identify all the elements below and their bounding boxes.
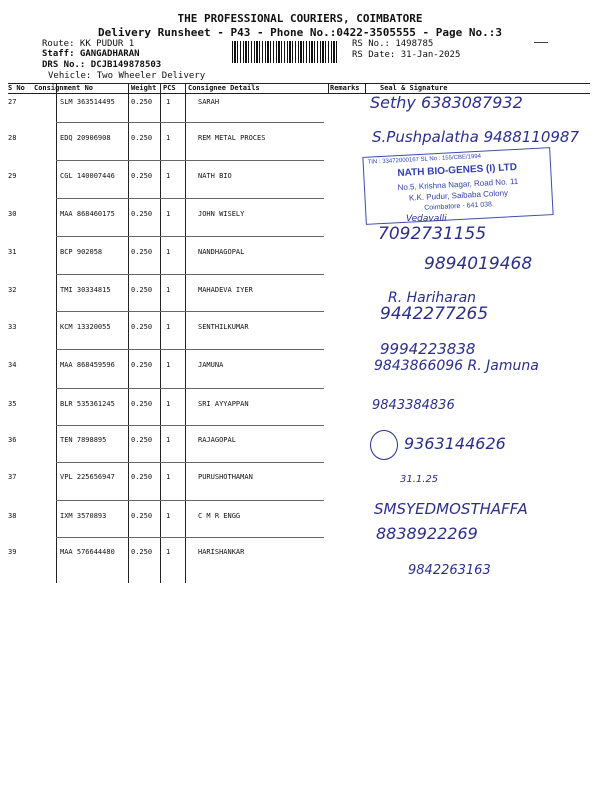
company-title: THE PROFESSIONAL COURIERS, COIMBATORE [177, 12, 423, 25]
row-consignment: CGL 140007446 [60, 172, 115, 180]
row-pcs: 1 [166, 548, 171, 556]
row-pcs: 1 [166, 172, 171, 180]
handwritten-signature: 9843384836 [372, 398, 455, 413]
table-row [8, 473, 590, 493]
row-sno: 33 [8, 323, 17, 331]
runsheet-barcode [232, 41, 338, 63]
row-separator [56, 388, 324, 389]
row-pcs: 1 [166, 361, 171, 369]
stamp-city: Coimbatore - 641 038. [424, 201, 495, 212]
staff-label: Staff: GANGADHARAN [42, 49, 140, 59]
row-consignment: TMI 30334815 [60, 286, 111, 294]
row-sno: 32 [8, 286, 17, 294]
row-weight: 0.250 [131, 248, 153, 256]
header-pcs: PCS [163, 84, 176, 92]
row-consignment: MAA 576644480 [60, 548, 115, 556]
row-consignee: NATH BIO [198, 172, 232, 180]
row-weight: 0.250 [131, 134, 153, 142]
row-separator [56, 500, 324, 501]
route-label: Route: KK PUDUR 1 [42, 39, 135, 49]
row-pcs: 1 [166, 323, 171, 331]
drs-number-label: DRS No.: [42, 60, 86, 70]
row-pcs: 1 [166, 248, 171, 256]
row-consignee: PURUSHOTHAMAN [198, 473, 253, 481]
row-pcs: 1 [166, 400, 171, 408]
row-sno: 34 [8, 361, 17, 369]
vehicle-label: Vehicle: Two Wheeler Delivery [48, 71, 206, 81]
row-sno: 35 [8, 400, 17, 408]
handwritten-signature: 9994223838 [380, 340, 476, 358]
row-separator [56, 349, 324, 350]
row-consignee: REM METAL PROCES [198, 134, 266, 142]
row-consignee: C M R ENGG [198, 512, 241, 520]
row-weight: 0.250 [131, 323, 153, 331]
row-sno: 38 [8, 512, 17, 520]
row-consignee: MAHADEVA IYER [198, 286, 253, 294]
company-seal-stamp [362, 147, 553, 225]
row-weight: 0.250 [131, 400, 153, 408]
handwritten-signature: 9894019468 [424, 254, 533, 274]
handwritten-signature: S.Pushpalatha 9488110987 [372, 128, 580, 146]
row-weight: 0.250 [131, 210, 153, 218]
row-consignment: TEN 7898895 [60, 436, 107, 444]
row-weight: 0.250 [131, 361, 153, 369]
row-separator [56, 198, 324, 199]
stamp-address-2: K.K. Pudur, Saibaba Colony [408, 188, 509, 203]
row-sno: 37 [8, 473, 17, 481]
row-weight: 0.250 [131, 172, 153, 180]
drs-number [42, 60, 161, 70]
signature-circle-mark [370, 430, 398, 460]
row-separator [56, 537, 324, 538]
row-sno: 28 [8, 134, 17, 142]
handwritten-signature: 7092731155 [378, 224, 487, 244]
row-sno: 31 [8, 248, 17, 256]
row-consignment: BCP 902058 [60, 248, 103, 256]
handwritten-signature: 8838922269 [376, 524, 478, 543]
handwritten-signature: 9442277265 [380, 304, 489, 324]
row-sno: 36 [8, 436, 17, 444]
table-row [8, 323, 590, 343]
row-sno: 30 [8, 210, 17, 218]
row-weight: 0.250 [131, 548, 153, 556]
row-consignee: JAMUNA [198, 361, 224, 369]
handwritten-signature: 9363144626 [404, 434, 506, 453]
header-weight: Weight [131, 84, 157, 92]
row-pcs: 1 [166, 210, 171, 218]
table-row [8, 548, 590, 568]
row-consignee: NANDHAGOPAL [198, 248, 245, 256]
row-sno: 39 [8, 548, 17, 556]
row-consignee: HARISHANKAR [198, 548, 245, 556]
row-consignee: SRI AYYAPPAN [198, 400, 249, 408]
runsheet-subtitle: Delivery Runsheet - P43 - Phone No.:0422-3505555 - Page No.:3 [98, 26, 502, 39]
row-separator [56, 122, 324, 123]
row-consignment: VPL 225656947 [60, 473, 115, 481]
row-consignee: SARAH [198, 98, 220, 106]
row-consignment: KCM 13320055 [60, 323, 111, 331]
row-weight: 0.250 [131, 436, 153, 444]
header-remarks: Remarks [330, 84, 360, 92]
row-separator [56, 425, 324, 426]
handwritten-signature: 9842263163 [408, 563, 491, 578]
handwritten-signature: 9843866096 R. Jamuna [374, 358, 539, 374]
header-dash [534, 42, 548, 43]
row-consignment: IXM 3570893 [60, 512, 107, 520]
rs-date: RS Date: 31-Jan-2025 [352, 50, 461, 60]
row-pcs: 1 [166, 512, 171, 520]
row-consignee: JOHN WISELY [198, 210, 245, 218]
row-weight: 0.250 [131, 512, 153, 520]
row-separator [56, 462, 324, 463]
row-consignment: MAA 868459596 [60, 361, 115, 369]
stamp-company: NATH BIO-GENES (I) LTD [397, 161, 518, 180]
stamp-address-1: No.5, Krishna Nagar, Road No. 11 [397, 176, 519, 193]
stamp-tin: TIN : 33472000167 SL No : 155/CBE/1994 [367, 153, 482, 166]
row-consignment: MAA 868460175 [60, 210, 115, 218]
header-consignment: Consignment No [34, 84, 94, 92]
drs-number-value: DCJB149878503 [90, 60, 162, 70]
header-consignee: Consignee Details [188, 84, 260, 92]
row-pcs: 1 [166, 286, 171, 294]
row-separator [56, 311, 324, 312]
row-weight: 0.250 [131, 286, 153, 294]
row-weight: 0.250 [131, 473, 153, 481]
table-row [8, 400, 590, 420]
row-pcs: 1 [166, 473, 171, 481]
handwritten-signature: SMSYEDMOSTHAFFA [374, 500, 528, 518]
row-consignment: BLR 535361245 [60, 400, 115, 408]
row-sno: 27 [8, 98, 17, 106]
row-consignee: SENTHILKUMAR [198, 323, 249, 331]
row-consignment: SLM 363514495 [60, 98, 115, 106]
handwritten-signature: R. Hariharan [388, 290, 477, 306]
handwritten-date: 31.1.25 [400, 474, 439, 485]
handwritten-signature: Sethy 6383087932 [370, 93, 523, 112]
row-sno: 29 [8, 172, 17, 180]
row-weight: 0.250 [131, 98, 153, 106]
row-pcs: 1 [166, 134, 171, 142]
row-consignee: RAJAGOPAL [198, 436, 236, 444]
row-separator [56, 274, 324, 275]
row-separator [56, 160, 324, 161]
rs-number: RS No.: 1498785 [352, 39, 434, 49]
handwritten-signature: Vedavalli [406, 214, 447, 224]
header-sno: S No [8, 84, 25, 92]
header-signature: Seal & Signature [380, 84, 448, 92]
row-consignment: EDQ 20906908 [60, 134, 111, 142]
row-separator [56, 236, 324, 237]
row-pcs: 1 [166, 436, 171, 444]
row-pcs: 1 [166, 98, 171, 106]
table-row [8, 286, 590, 306]
